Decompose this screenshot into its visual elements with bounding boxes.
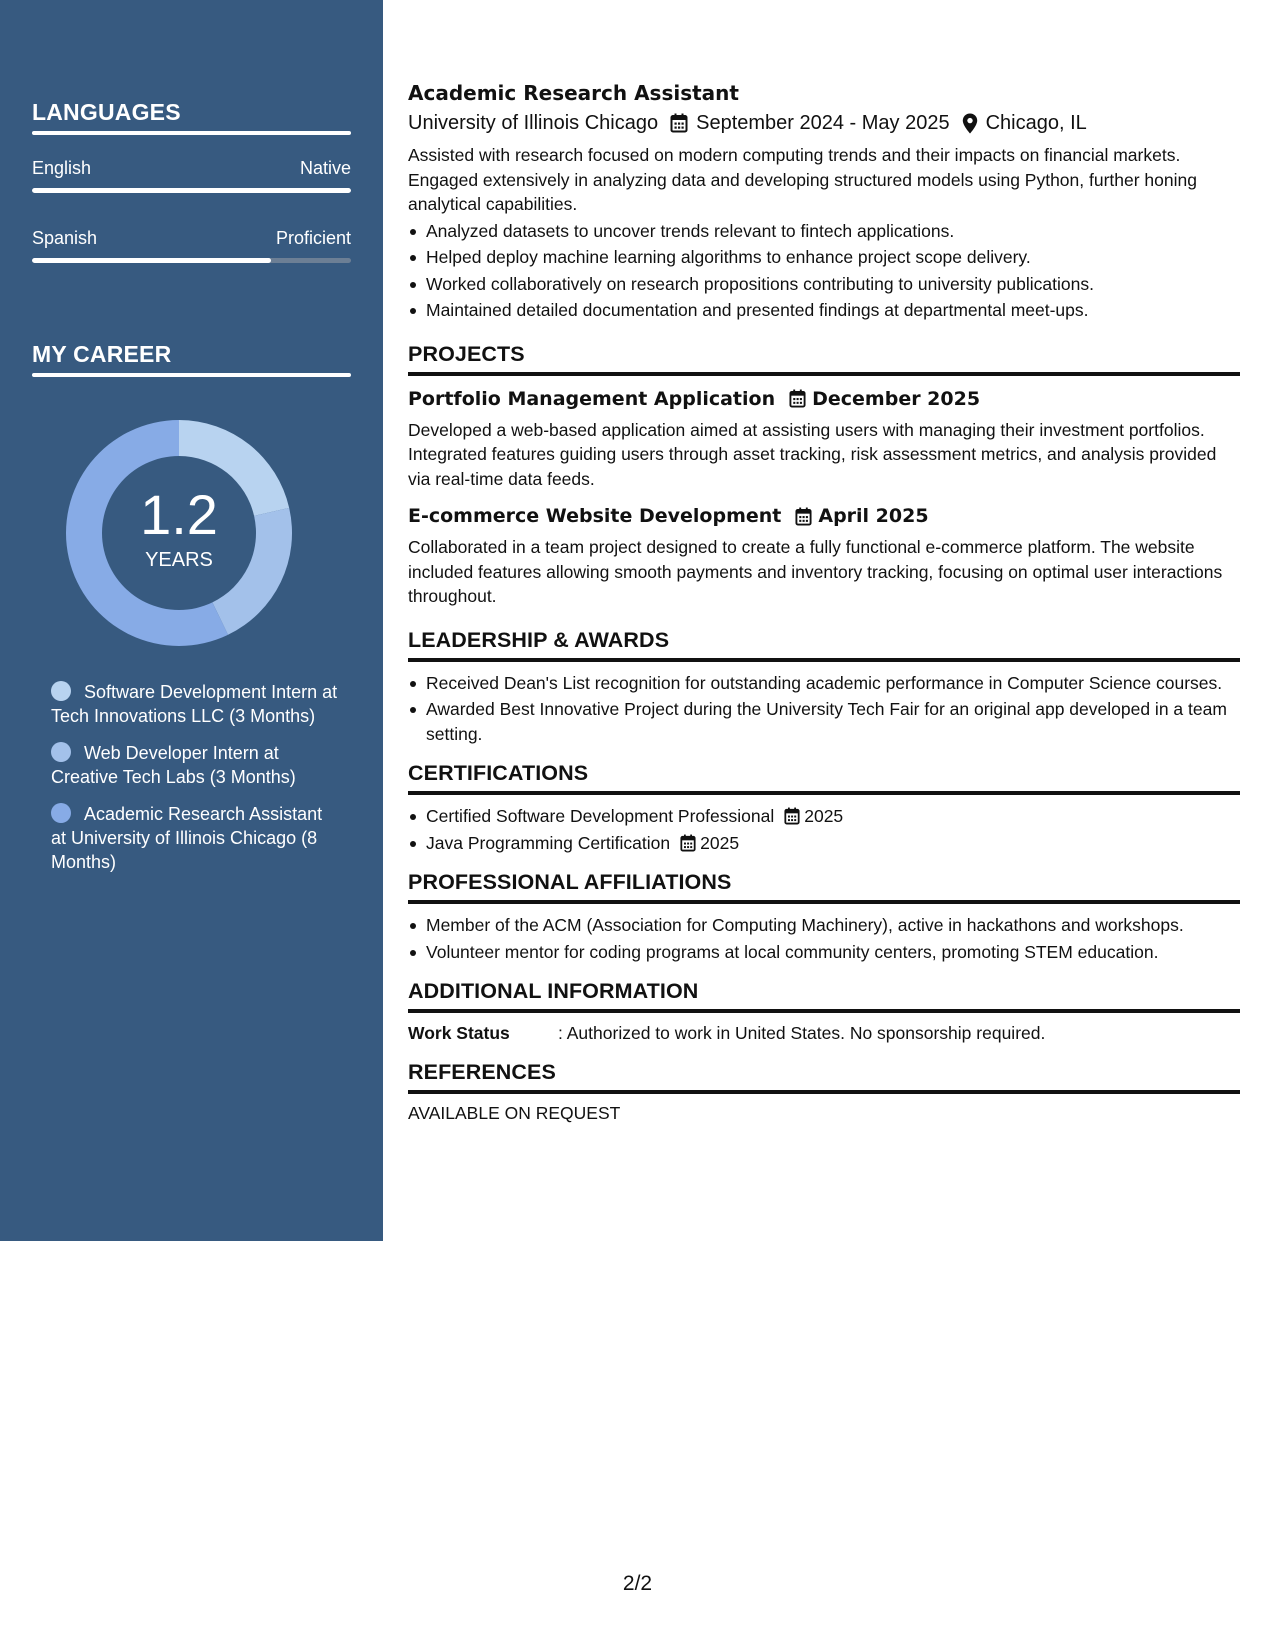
career-total-value: 1.2: [140, 482, 218, 546]
section-rule: [408, 1009, 1240, 1013]
list-item: Received Dean's List recognition for outstanding academic performance in Computer Science courses.: [408, 671, 1240, 696]
project-header: [408, 502, 1240, 530]
main-content: [408, 78, 1240, 1124]
section-title: LEADERSHIP & AWARDS: [408, 627, 670, 652]
career-legend-item: [51, 802, 341, 874]
affiliations-list: [408, 913, 1240, 964]
leadership-list: [408, 671, 1240, 747]
references-section: [408, 1057, 1240, 1124]
affiliations-section: [408, 867, 1240, 964]
career-legend-label: Academic Research Assistant at University of Illinois Chicago (8 Months): [51, 804, 323, 872]
job-dates: September 2024 - May 2025: [696, 112, 950, 134]
calendar-icon: [670, 113, 688, 133]
project-date: December 2025: [812, 387, 981, 410]
career-heading: MY CAREER: [32, 341, 172, 367]
legend-dot-icon: [51, 803, 71, 823]
certification-name: Java Programming Certification: [426, 832, 671, 853]
section-title: CERTIFICATIONS: [408, 761, 589, 785]
job-location: Chicago, IL: [985, 112, 1087, 134]
project-description: Collaborated in a team project designed to create a fully functional e-commerce platform. The website included features allowing smooth payments and inventory tracking, focusing on optimal user interactions throughout.: [408, 537, 1223, 606]
section-rule: [408, 658, 1240, 662]
languages-rule: [32, 131, 351, 135]
list-item: Helped deploy machine learning algorithms to enhance project scope delivery.: [408, 245, 1240, 270]
certification-year: 2025: [700, 832, 740, 853]
career-rule: [32, 373, 351, 377]
page-number: 2/2: [622, 1572, 653, 1595]
calendar-icon: [795, 507, 812, 526]
additional-info-section: [408, 976, 1240, 1045]
list-item: Maintained detailed documentation and presented findings at departmental meet-ups.: [408, 298, 1240, 323]
list-item: Awarded Best Innovative Project during the University Tech Fair for an original app developed in a team setting.: [408, 697, 1240, 746]
project-header: [408, 385, 1240, 413]
certifications-section: [408, 758, 1240, 855]
career-donut-chart: [66, 420, 292, 646]
work-status-row: [408, 1021, 1240, 1045]
projects-section: [408, 339, 1240, 609]
leadership-section: [408, 625, 1240, 747]
section-rule: [408, 1090, 1240, 1094]
calendar-icon: [680, 834, 696, 852]
career-legend-item: [51, 741, 341, 789]
language-name: Spanish: [32, 228, 98, 248]
language-level: Native: [299, 158, 351, 178]
certification-name: Certified Software Development Professional: [426, 806, 775, 826]
experience-entry: [408, 78, 1240, 323]
career-legend-label: Software Development Intern at Tech Innovations LLC (3 Months): [51, 682, 338, 726]
language-bar-fill: [32, 258, 271, 263]
project-name: Portfolio Management Application: [408, 387, 776, 410]
section-rule: [408, 900, 1240, 904]
list-item: Volunteer mentor for coding programs at local community centers, promoting STEM education.: [408, 940, 1240, 965]
career-legend-item: [51, 680, 341, 728]
work-status-value: : Authorized to work in United States. No sponsorship required.: [558, 1023, 1046, 1043]
certifications-list: [408, 804, 1240, 855]
certification-line: [426, 831, 1240, 856]
list-item: [408, 831, 1240, 856]
career-legend: [51, 680, 341, 887]
job-meta: [408, 108, 1240, 138]
languages-heading: LANGUAGES: [32, 99, 181, 125]
sidebar: [0, 0, 383, 1241]
job-description: Assisted with research focused on modern computing trends and their impacts on financial markets. Engaged extensively in analyzing data and developing structured models using Python, further honing analytical capabilities.: [408, 145, 1197, 214]
job-organization: University of Illinois Chicago: [408, 112, 659, 134]
section-title: PROJECTS: [408, 341, 525, 366]
language-row-spanish: [32, 228, 351, 249]
work-status-label: Work Status: [408, 1023, 510, 1043]
section-title: REFERENCES: [408, 1060, 556, 1084]
career-total-unit: YEARS: [145, 548, 213, 571]
list-item: Worked collaboratively on research propositions contributing to university publications.: [408, 272, 1240, 297]
section-rule: [408, 791, 1240, 795]
language-level: Proficient: [275, 228, 351, 248]
language-bar-spanish: [32, 258, 351, 263]
career-legend-label: Web Developer Intern at Creative Tech Labs (3 Months): [51, 743, 296, 787]
language-bar-fill: [32, 188, 351, 193]
language-name: English: [32, 158, 92, 178]
legend-dot-icon: [51, 742, 71, 762]
list-item: Analyzed datasets to uncover trends relevant to fintech applications.: [408, 219, 1240, 244]
section-rule: [408, 372, 1240, 376]
certification-year: 2025: [804, 806, 844, 826]
certification-line: [426, 804, 1240, 829]
calendar-icon: [784, 807, 800, 825]
list-item: [408, 804, 1240, 829]
career-donut-center: [66, 420, 292, 646]
project-description: Developed a web-based application aimed at assisting users with managing their investment portfolios. Integrated features guiding users through asset tracking, risk assessment metrics, and analysis provided via real-time data feeds.: [408, 419, 1217, 489]
section-title: ADDITIONAL INFORMATION: [408, 979, 699, 1003]
project-name: E-commerce Website Development: [408, 505, 782, 527]
map-pin-icon: [962, 113, 978, 134]
references-text: AVAILABLE ON REQUEST: [408, 1103, 621, 1123]
language-bar-english: [32, 188, 351, 193]
project-date: April 2025: [818, 505, 929, 527]
job-bullets: [408, 219, 1240, 323]
section-title: PROFESSIONAL AFFILIATIONS: [408, 870, 732, 894]
calendar-icon: [789, 389, 806, 408]
job-title: Academic Research Assistant: [408, 81, 739, 105]
language-row-english: [32, 158, 351, 179]
legend-dot-icon: [51, 681, 71, 701]
list-item: Member of the ACM (Association for Computing Machinery), active in hackathons and workshops.: [408, 913, 1240, 938]
